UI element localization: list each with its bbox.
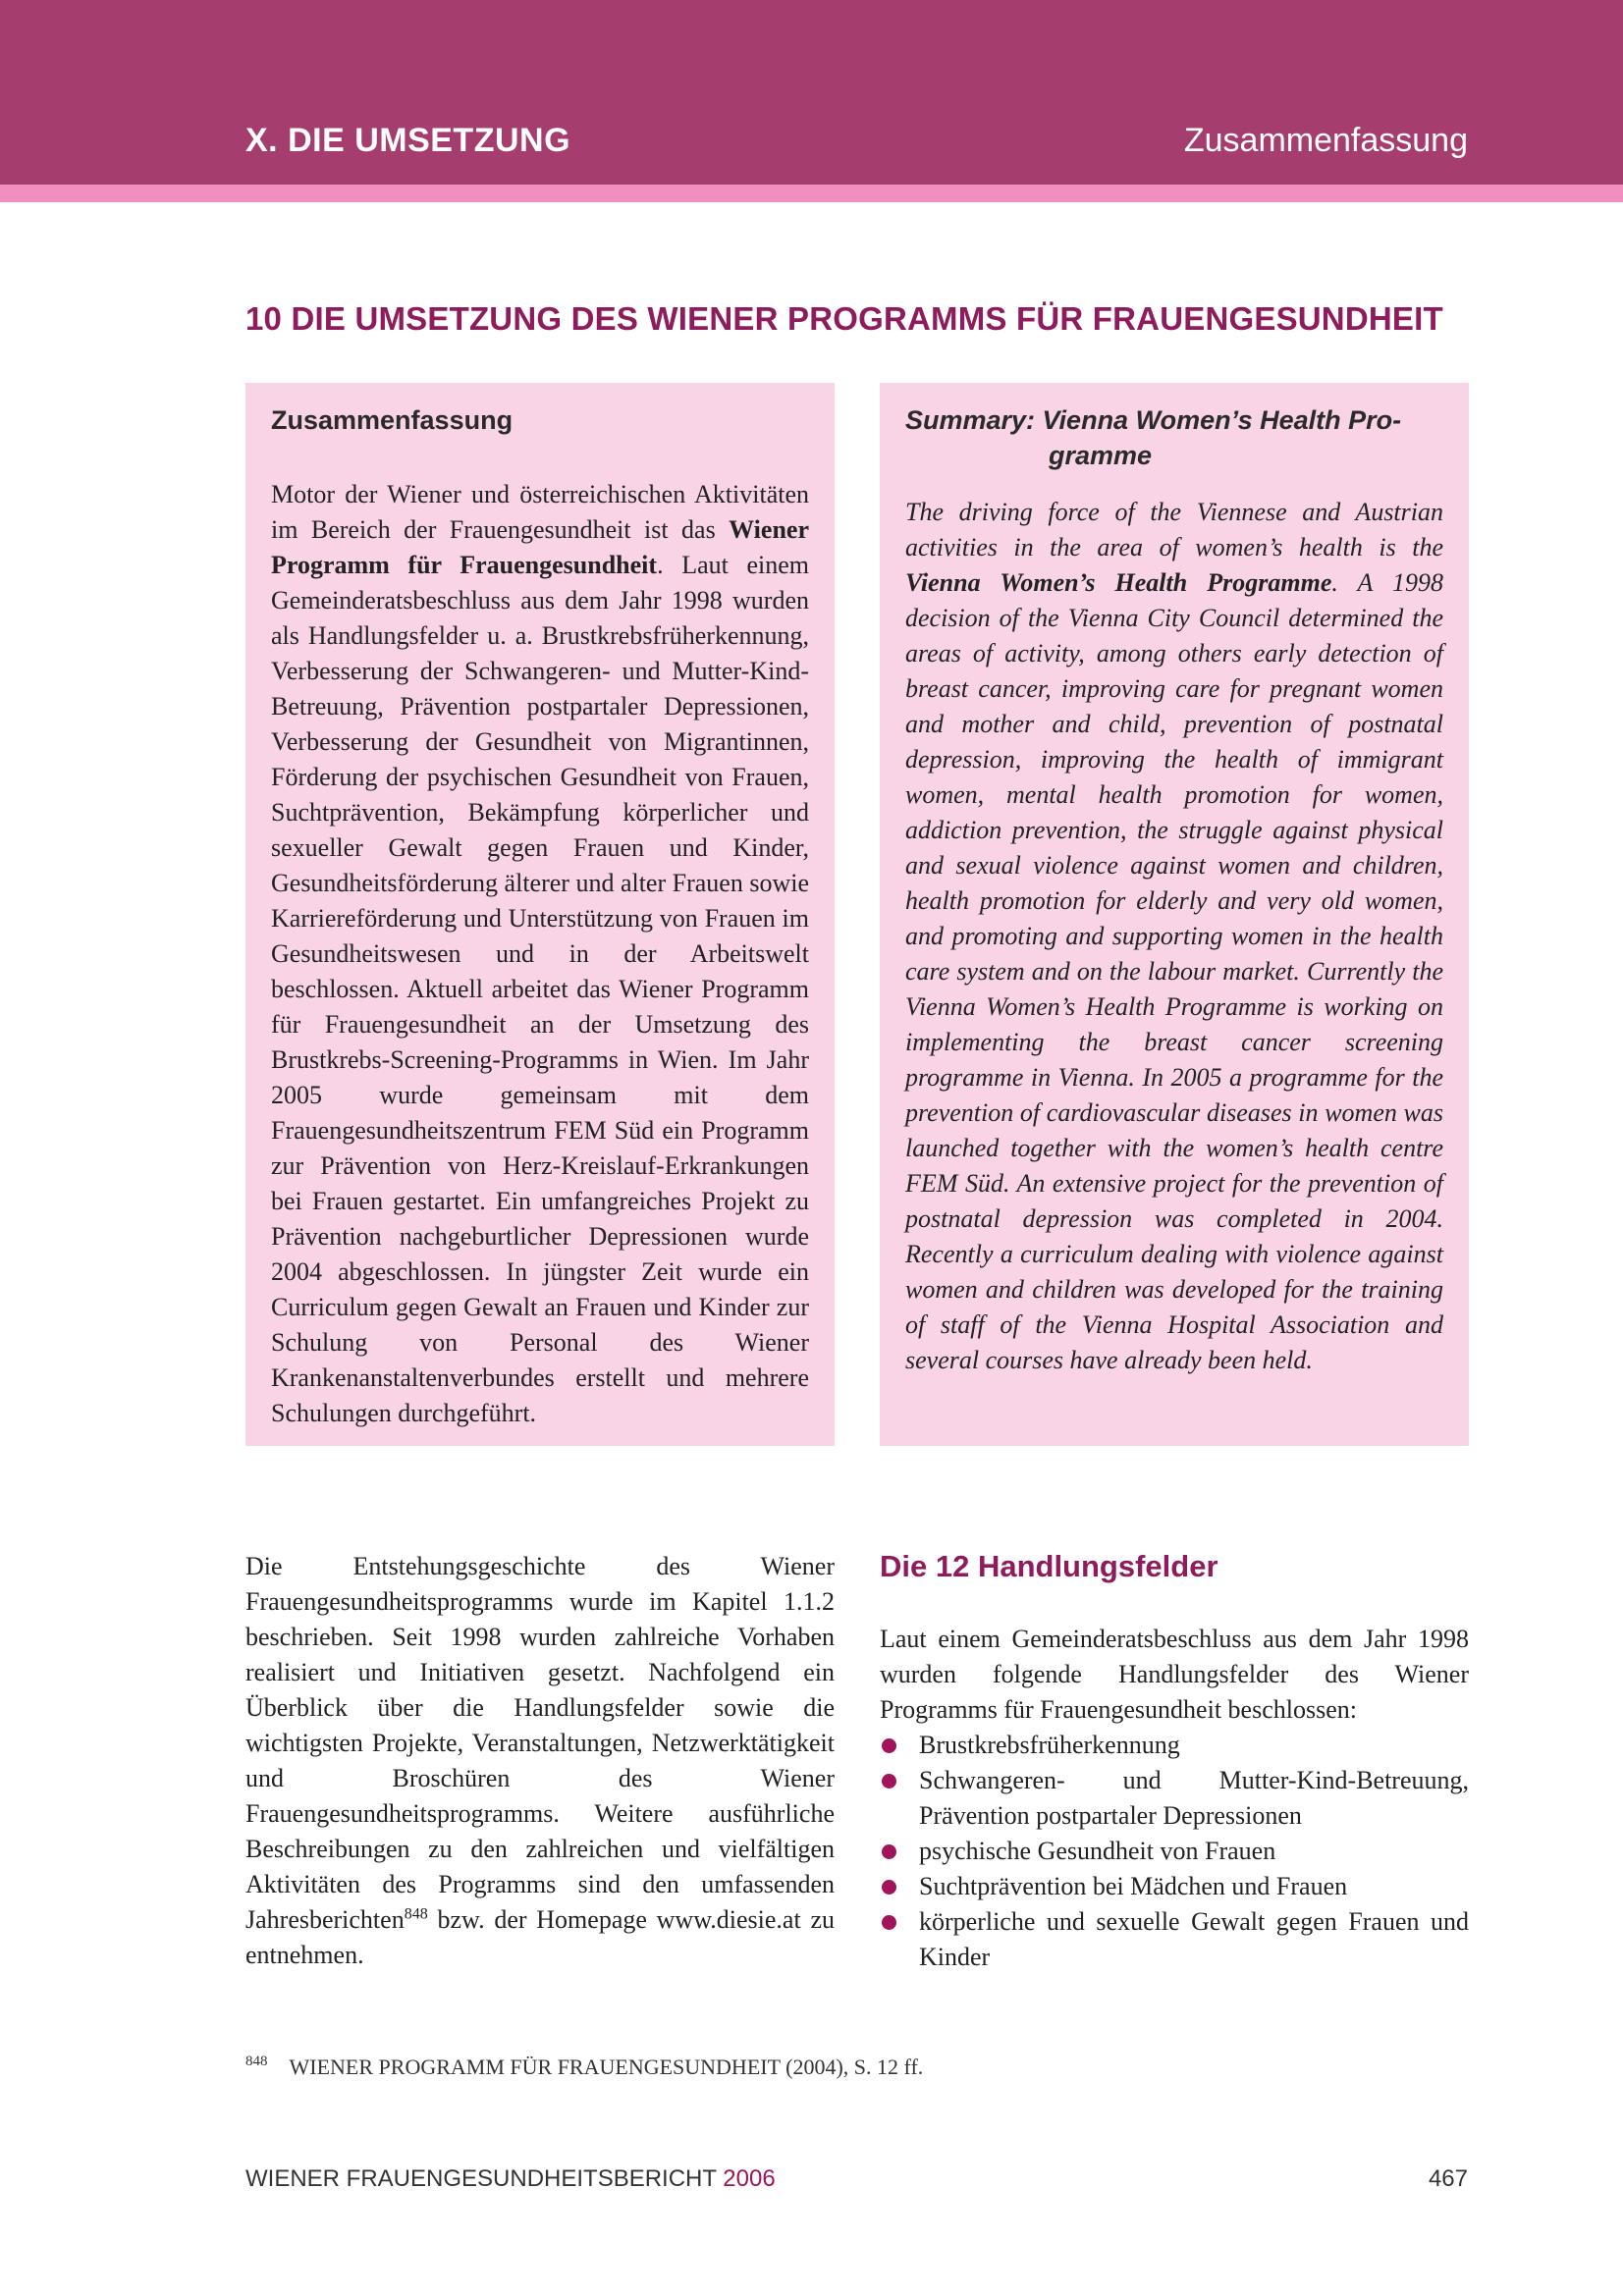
- list-item: [880, 1834, 1469, 1869]
- summary-text-german: [271, 477, 809, 1431]
- footnote: [245, 2054, 923, 2080]
- body-text-left-part2: bzw. der Homepage www.diesie.at zu entnehmen.: [245, 1905, 835, 1969]
- footnote-reference: 848: [404, 1905, 428, 1923]
- body-text-left: [245, 1549, 835, 1973]
- body-text-left-part1: Die Entstehungsgeschichte des Wiener Frauengesundheitsprogramms wurde im Kapitel 1.1.2 beschrieben. Seit 1998 wurden zahlreiche Vorhaben realisiert und Initiativen gesetzt. Nachfolgend ein Überblick über die Handlungsfelder sowie die wichtigsten Projekte, Veranstaltungen, Netzwerktätigkeit und Broschüren des Wiener Frauengesundheitsprogramms. Weitere ausführliche Beschreibungen zu den zahlreichen und vielfältigen Aktivitäten des Programms sind den umfassenden Jahresberichten: [245, 1552, 835, 1934]
- header-stripe: [0, 185, 1623, 202]
- footer-year: 2006: [723, 2165, 776, 2192]
- list-item: [880, 1728, 1469, 1763]
- footnote-text: WIENER PROGRAMM FÜR FRAUENGESUNDHEIT (2004), S. 12 ff.: [289, 2055, 924, 2079]
- footer-title: [245, 2165, 776, 2193]
- footnote-number: 848: [245, 2054, 268, 2069]
- handlungsfelder-intro: Laut einem Gemeinderatsbeschluss aus dem Jahr 1998 wurden folgende Handlungsfelder des Wiener Programms für Frauengesundheit beschlossen:: [880, 1625, 1469, 1724]
- list-item: [880, 1869, 1469, 1904]
- page-title: 10 DIE UMSETZUNG DES WIENER PROGRAMMS FÜR FRAUENGESUNDHEIT: [245, 300, 1443, 337]
- summary-text-german-bold: Wiener Programm für Frauengesundheit: [271, 515, 809, 579]
- summary-text-german-part2: . Laut einem Gemeinderatsbeschluss aus dem Jahr 1998 wurden als Handlungsfelder u. a. Brustkrebsfrüherkennung, Verbesserung der Schwangeren- und Mutter-Kind- Betreuung, Prävention postpartaler Depressionen, Verbesserung der Gesundheit von Migrantinnen, Förderung der psychischen Gesundheit von Frauen, Suchtprävention, Bekämpfung körperlicher und sexueller Gewalt gegen Frauen und Kinder, Gesundheitsförderung älterer und alter Frauen sowie Karriereförderung und Unterstützung von Frauen im Gesundheitswesen und in der Arbeitswelt beschlossen. Aktuell arbeitet das Wiener Programm für Frauengesundheit an der Umsetzung des Brustkrebs-Screening-Programms in Wien. Im Jahr 2005 wurde gemeinsam mit dem Frauengesundheitszentrum FEM Süd ein Programm zur Prävention von Herz-Kreislauf-Erkrankungen bei Frauen gestartet. Ein umfangreiches Projekt zu Prävention nachgeburtlicher Depressionen wurde 2004 abgeschlossen. In jüngster Zeit wurde ein Curriculum gegen Gewalt an Frauen und Kinder zur Schulung von Personal des Wiener Krankenanstaltenverbundes erstellt und mehrere Schulungen durchgeführt.: [271, 551, 809, 1427]
- list-item: [880, 1763, 1469, 1834]
- list-item-text: Brustkrebsfrüherkennung: [919, 1731, 1180, 1759]
- list-item-text: psychische Gesundheit von Frauen: [919, 1837, 1276, 1865]
- list-item-text: Suchtprävention bei Mädchen und Frauen: [919, 1872, 1348, 1900]
- list-item-text: Schwangeren- und Mutter-Kind-Betreuung, Prävention postpartaler Depressionen: [919, 1766, 1469, 1830]
- list-item-text: körperliche und sexuelle Gewalt gegen Frauen und Kinder: [919, 1907, 1469, 1971]
- bullet-icon: [882, 1774, 896, 1789]
- footer-title-text: WIENER FRAUENGESUNDHEITSBERICHT: [245, 2165, 724, 2192]
- page-number: 467: [1428, 2165, 1468, 2192]
- summary-box-english: [880, 383, 1469, 1446]
- subsection-heading: Die 12 Handlungsfelder: [880, 1549, 1218, 1583]
- summary-box-german: [245, 383, 835, 1446]
- summary-text-english-bold: Vienna Women’s Health Programme: [905, 568, 1332, 597]
- summary-text-english-part1: The driving force of the Viennese and Austrian activities in the area of women’s health is the: [905, 498, 1443, 561]
- handlungsfelder-list: [880, 1728, 1469, 1975]
- summary-title-english-line2: gramme: [1049, 441, 1153, 470]
- summary-title-german: Zusammenfassung: [271, 405, 514, 435]
- section-title: Zusammenfassung: [1183, 122, 1468, 159]
- summary-text-english: [905, 495, 1443, 1378]
- summary-text-english-part2: . A 1998 decision of the Vienna City Council determined the areas of activity, among others early detection of breast cancer, improving care for pregnant women and mother and child, prevention of postnatal depression, improving the health of immigrant women, mental health promotion for women, addiction prevention, the struggle against physical and sexual violence against women and children, health promotion for elderly and very old women, and promoting and supporting women in the health care system and on the labour market. Currently the Vienna Women’s Health Programme is working on implementing the breast cancer screening programme in Vienna. In 2005 a programme for the prevention of cardiovascular diseases in women was launched together with the women’s health centre FEM Süd. An extensive project for the prevention of postnatal depression was completed in 2004. Recently a curriculum dealing with violence against women and children was developed for the training of staff of the Vienna Hospital Association and several courses have already been held.: [905, 568, 1443, 1374]
- bullet-icon: [882, 1844, 896, 1859]
- bullet-icon: [882, 1738, 896, 1753]
- bullet-icon: [882, 1915, 896, 1930]
- bullet-icon: [882, 1880, 896, 1895]
- chapter-title: X. DIE UMSETZUNG: [245, 122, 571, 159]
- summary-title-english: [905, 402, 1443, 473]
- summary-title-english-line1: Summary: Vienna Women’s Health Pro-: [905, 405, 1402, 435]
- summary-text-german-part1: Motor der Wiener und österreichischen Aktivitäten im Bereich der Frauengesundheit ist das: [271, 480, 809, 544]
- list-item: [880, 1904, 1469, 1975]
